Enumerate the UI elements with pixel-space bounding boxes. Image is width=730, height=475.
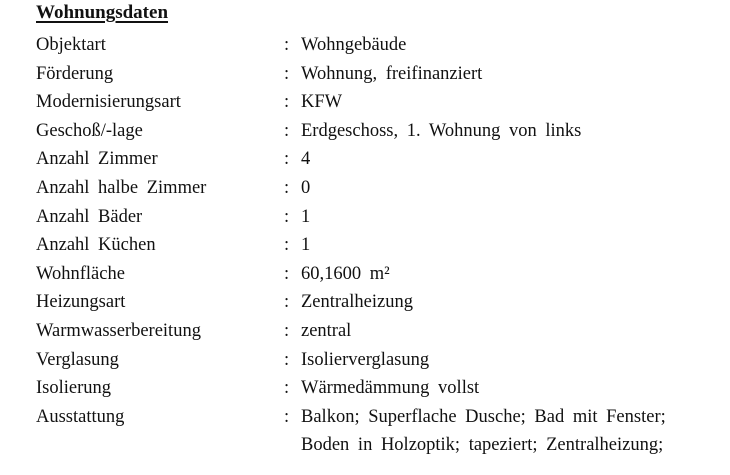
row-separator: : xyxy=(284,406,290,427)
row-verglasung xyxy=(36,346,726,375)
row-foerderung xyxy=(36,60,726,89)
row-anzahl-kuechen xyxy=(36,231,726,260)
row-value-continued: Boden in Holzoptik; tapeziert; Zentralheizung; xyxy=(301,435,664,456)
row-label: Objektart xyxy=(36,35,106,55)
row-warmwasserbereitung xyxy=(36,317,726,346)
row-label: Anzahl Bäder xyxy=(36,206,143,227)
row-label: Ausstattung xyxy=(36,406,125,427)
row-separator: : xyxy=(284,320,290,341)
row-label: Anzahl Küchen xyxy=(36,235,156,256)
row-value: Balkon; Superflache Dusche; Bad mit Fenster; xyxy=(301,406,666,427)
row-separator: : xyxy=(284,292,290,313)
row-separator: : xyxy=(284,206,290,227)
row-label: Wohnfläche xyxy=(36,263,125,284)
row-objektart xyxy=(36,31,726,60)
row-value: 1 xyxy=(301,206,311,227)
row-ausstattung xyxy=(36,403,726,456)
section-heading: Wohnungsdaten xyxy=(36,2,169,23)
row-label: Warmwasserbereitung xyxy=(36,320,201,341)
row-label: Verglasung xyxy=(36,349,119,370)
row-wohnflaeche xyxy=(36,260,726,289)
row-separator: : xyxy=(284,35,290,55)
row-label: Isolierung xyxy=(36,378,112,399)
row-separator: : xyxy=(284,92,290,113)
row-anzahl-zimmer xyxy=(36,145,726,174)
row-value: KFW xyxy=(301,92,343,113)
row-label: Geschoß/-lage xyxy=(36,120,143,141)
row-separator: : xyxy=(284,349,290,370)
row-anzahl-baeder xyxy=(36,203,726,232)
row-separator: : xyxy=(284,120,290,141)
row-isolierung xyxy=(36,374,726,403)
row-anzahl-halbe-zimmer xyxy=(36,174,726,203)
row-label: Förderung xyxy=(36,63,114,84)
row-separator: : xyxy=(284,177,290,198)
row-separator: : xyxy=(284,63,290,84)
property-details-list xyxy=(36,31,726,456)
row-value: Erdgeschoss, 1. Wohnung von links xyxy=(301,120,582,141)
row-value: 60,1600 m² xyxy=(301,263,390,284)
row-label: Anzahl halbe Zimmer xyxy=(36,177,207,198)
row-value: Wohngebäude xyxy=(301,35,407,55)
row-separator: : xyxy=(284,263,290,284)
row-label: Modernisierungsart xyxy=(36,92,181,113)
row-value: 0 xyxy=(301,177,311,198)
row-value: Isolierverglasung xyxy=(301,349,430,370)
row-separator: : xyxy=(284,378,290,399)
row-geschoss-lage xyxy=(36,117,726,146)
row-label: Anzahl Zimmer xyxy=(36,149,158,170)
row-modernisierungsart xyxy=(36,88,726,117)
row-value: 1 xyxy=(301,235,311,256)
row-heizungsart xyxy=(36,288,726,317)
row-label: Heizungsart xyxy=(36,292,126,313)
row-separator: : xyxy=(284,235,290,256)
row-separator: : xyxy=(284,149,290,170)
row-value: Wohnung, freifinanziert xyxy=(301,63,483,84)
row-value: Zentralheizung xyxy=(301,292,413,313)
row-value: 4 xyxy=(301,149,311,170)
row-value: Wärmedämmung vollst xyxy=(301,378,480,399)
row-value: zentral xyxy=(301,320,352,341)
